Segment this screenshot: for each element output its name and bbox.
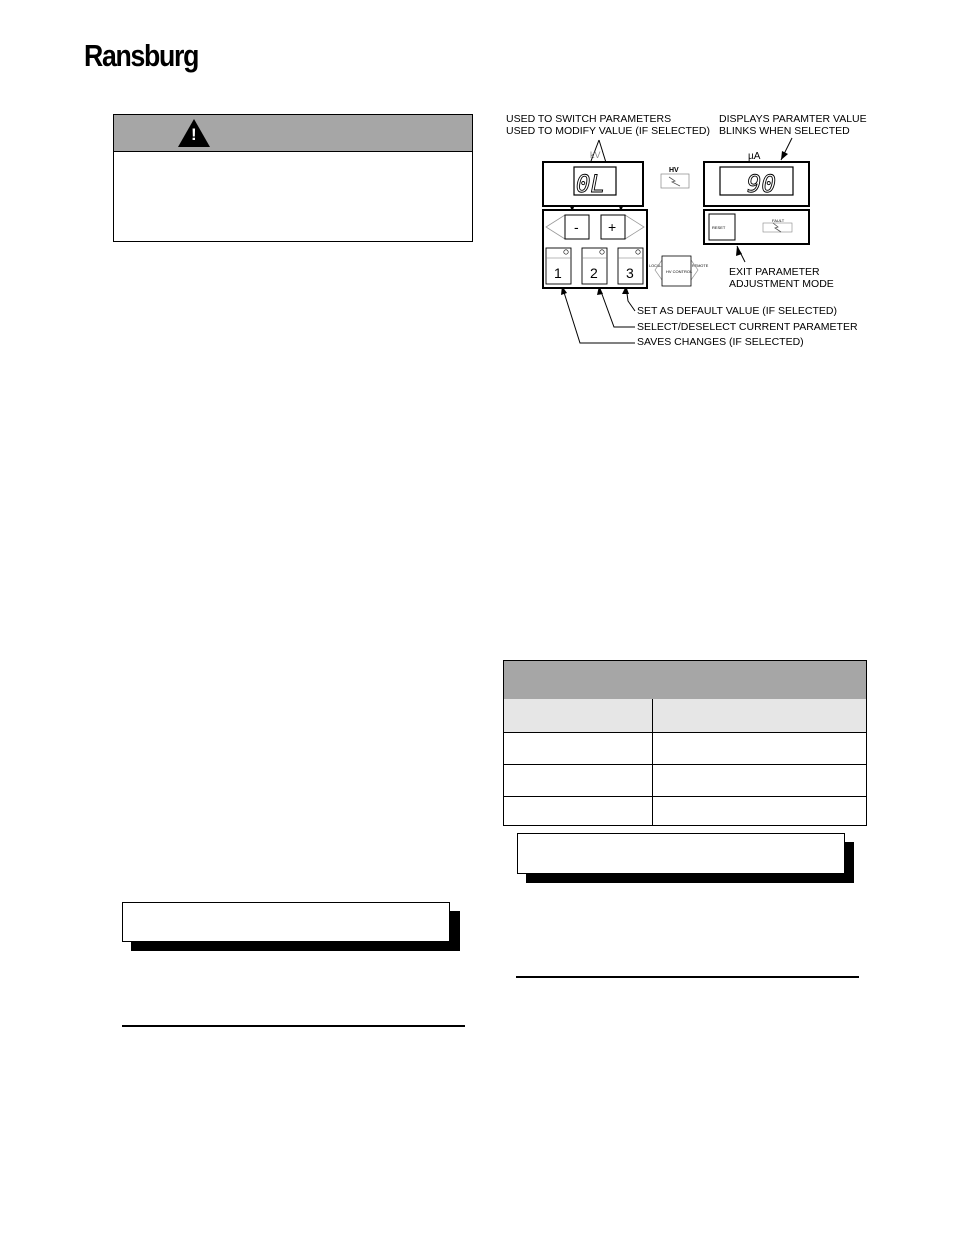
section-rule-right [516, 976, 859, 978]
table-title-bar [504, 661, 866, 700]
table-column-divider [652, 699, 653, 825]
ransburg-logo: Ransburg [84, 38, 199, 73]
note-box-left [122, 902, 450, 942]
note-box-right [517, 833, 845, 874]
control-panel-diagram [500, 134, 880, 354]
callout-switch-parameters: USED TO SWITCH PARAMETERS [506, 113, 672, 125]
table-row [504, 764, 866, 797]
fault-label: FAULT [772, 218, 785, 223]
minus-label: - [574, 219, 579, 235]
ua-unit-label: µA [748, 151, 761, 162]
reset-label: RESET [712, 225, 726, 230]
table-column-header [504, 699, 866, 733]
hv-control-label: HV CONTROL [666, 269, 693, 274]
value-display-text: 90 [747, 170, 776, 198]
remote-label: REMOTE [692, 264, 709, 268]
button-2-label: 2 [590, 265, 598, 281]
callout-blinks: BLINKS WHEN SELECTED [719, 125, 850, 137]
callout-select-parameter: SELECT/DESELECT CURRENT PARAMETER [637, 321, 858, 333]
kv-unit-label: kV [590, 150, 601, 160]
table-row [504, 732, 866, 765]
exclamation-icon: ! [191, 125, 197, 144]
hv-label: HV [669, 167, 679, 174]
callout-displays-value: DISPLAYS PARAMTER VALUE [719, 113, 867, 125]
plus-label: + [608, 219, 617, 235]
parameter-display-text: 0L [576, 170, 605, 198]
button-3-label: 3 [626, 265, 634, 281]
warning-header [114, 115, 472, 152]
callout-exit-mode-1: EXIT PARAMETER [729, 266, 820, 278]
parameter-table [503, 660, 867, 826]
button-1-label: 1 [554, 265, 562, 281]
local-label: LOCAL [649, 264, 662, 268]
warning-box [113, 114, 473, 242]
callout-modify-value: USED TO MODIFY VALUE (IF SELECTED) [506, 125, 711, 137]
callout-exit-mode-2: ADJUSTMENT MODE [729, 278, 834, 290]
section-rule-left [122, 1025, 465, 1027]
callout-set-default: SET AS DEFAULT VALUE (IF SELECTED) [637, 305, 837, 317]
callout-saves-changes: SAVES CHANGES (IF SELECTED) [637, 336, 804, 348]
